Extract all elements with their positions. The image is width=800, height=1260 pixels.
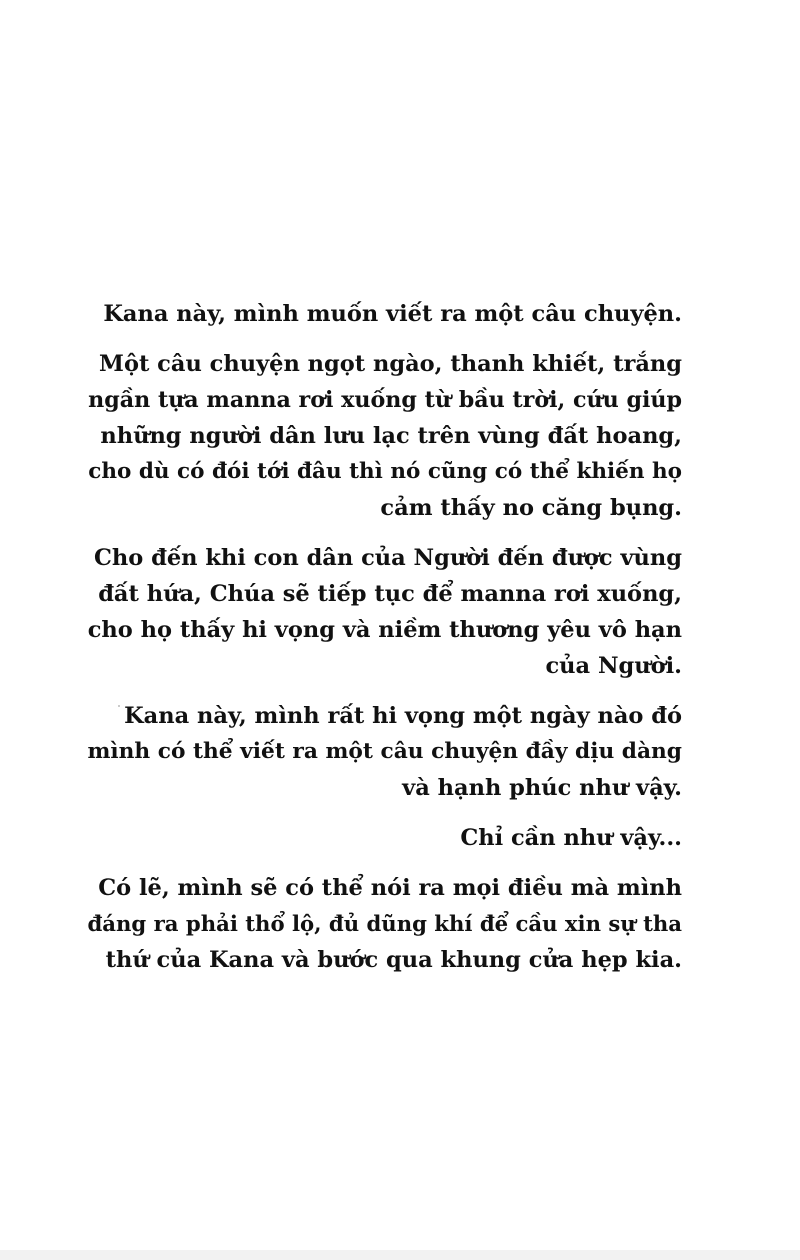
text-line: cho họ thấy hi vọng và niềm thương yêu vô hạn — [87, 617, 682, 643]
text-line: những người dân lưu lạc trên vùng đất hoang, — [100, 423, 682, 449]
text-line: Có lẽ, mình sẽ có thể nói ra mọi điều mà mình — [98, 875, 682, 901]
scan-speck — [118, 705, 120, 707]
paragraph-3 — [82, 540, 682, 684]
text-line: Một câu chuyện ngọt ngào, thanh khiết, trắng — [99, 351, 682, 377]
text-line: cảm thấy no căng bụng. — [380, 495, 682, 521]
page-bottom-edge — [0, 1250, 800, 1260]
paragraph-1 — [82, 296, 682, 332]
text-line: ngần tựa manna rơi xuống từ bầu trời, cứu giúp — [88, 387, 682, 413]
text-line: của Người. — [545, 653, 682, 679]
paragraph-6 — [82, 870, 682, 978]
text-line: đáng ra phải thổ lộ, đủ dũng khí để cầu xin sự tha — [87, 911, 682, 936]
text-line: Chỉ cần như vậy... — [460, 825, 682, 851]
text-line: mình có thể viết ra một câu chuyện đầy dịu dàng — [87, 739, 682, 764]
paragraph-5 — [82, 820, 682, 856]
paragraph-4 — [82, 698, 682, 806]
text-line: cho dù có đói tới đâu thì nó cũng có thể khiến họ — [88, 459, 682, 484]
text-line: Kana này, mình muốn viết ra một câu chuyện. — [103, 301, 682, 327]
paragraph-2 — [82, 346, 682, 526]
text-line: Cho đến khi con dân của Người đến được vùng — [94, 545, 682, 571]
text-line: và hạnh phúc như vậy. — [402, 775, 682, 801]
page-text — [82, 296, 682, 992]
text-line: thứ của Kana và bước qua khung cửa hẹp kia. — [105, 947, 682, 973]
text-line: Kana này, mình rất hi vọng một ngày nào đó — [124, 703, 682, 729]
text-line: đất hứa, Chúa sẽ tiếp tục để manna rơi xuống, — [98, 581, 682, 607]
